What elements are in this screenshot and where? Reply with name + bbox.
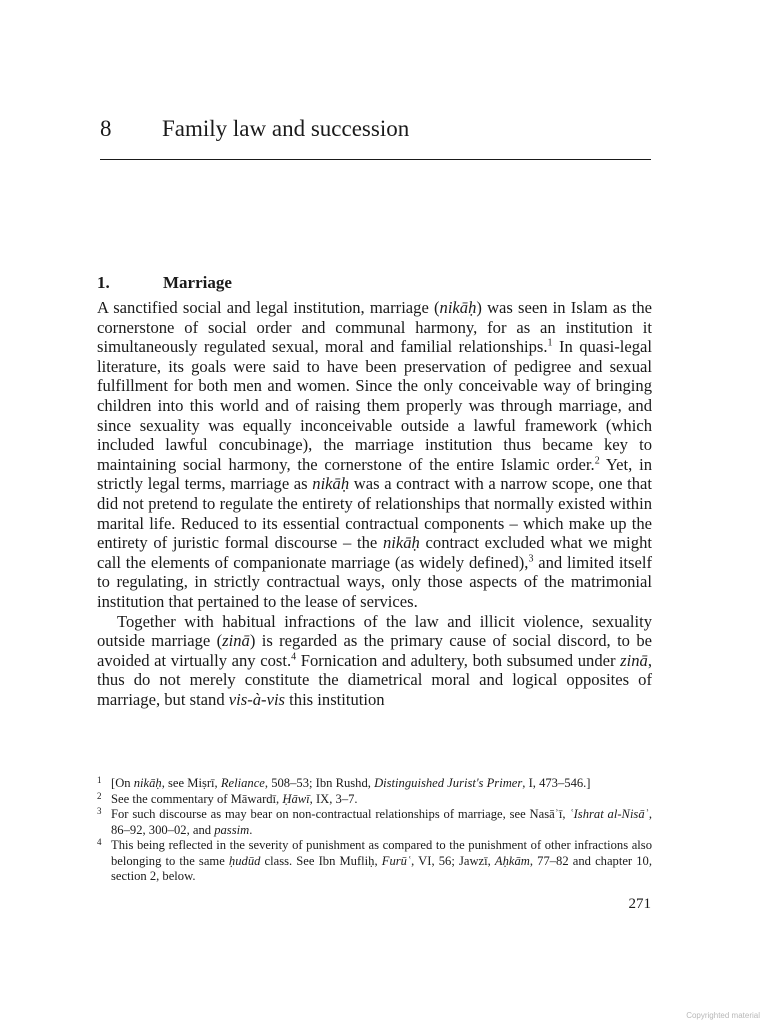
footnote-ref-4[interactable]: 4 bbox=[291, 651, 297, 663]
text-run: contract excluded what we might call the elements of companionate marriage (as widely defined), bbox=[97, 533, 652, 572]
text-run: See the commentary of Māwardī, bbox=[111, 791, 283, 806]
text-run: , 77–82 and chapter 10, section 2, below. bbox=[111, 853, 652, 883]
footnote-mark: 4 bbox=[97, 837, 102, 847]
section-heading bbox=[97, 272, 652, 294]
page-number: 271 bbox=[628, 896, 651, 912]
text-run: , 508–53; Ibn Rushd, bbox=[264, 776, 375, 790]
footnotes bbox=[97, 776, 652, 885]
italic-term: passim bbox=[214, 822, 250, 837]
italic-term: ḥudūd bbox=[228, 853, 261, 868]
text-run: In quasi-legal literature, its goals were said to have been preservation of pedigree and sexual fulfillment for both men and women. Since the only conceivable way of bringing children into this world and of raising them properly was through marriage, and since sexuality was equally inconceivable outside a lawful framework (which included lawful concubinage), the marriage institution thus became key to maintaining social harmony, the cornerstone of the entire Islamic order. bbox=[97, 337, 653, 474]
text-run: , thus do not merely constitute the diametrical moral and logical opposites of marriage, but stand bbox=[97, 650, 652, 709]
italic-term: nikāḥ bbox=[133, 776, 162, 790]
footnote-2 bbox=[97, 792, 652, 808]
text-run: , VI, 56; Jawzī, bbox=[411, 853, 495, 868]
section-number: 1. bbox=[97, 273, 110, 292]
italic-term: Ḥāwī bbox=[282, 791, 310, 806]
footnote-3 bbox=[97, 807, 652, 838]
footnote-ref-2[interactable]: 2 bbox=[594, 455, 600, 467]
chapter-number: 8 bbox=[100, 116, 112, 141]
chapter-title: Family law and succession bbox=[162, 116, 410, 141]
text-run: ) was seen in Islam as the cornerstone of social order and communal harmony, for as an institution it simultaneously regulated sexual, moral and familial relationships. bbox=[97, 298, 653, 357]
paragraph-1 bbox=[97, 298, 652, 612]
text-run: Fornication and adultery, both subsumed under bbox=[296, 650, 621, 670]
text-run: A sanctified social and legal institution, marriage ( bbox=[97, 298, 440, 317]
chapter-divider bbox=[100, 159, 651, 160]
text-run: , I, 473–546.] bbox=[522, 776, 591, 790]
italic-term: Furūʿ bbox=[381, 853, 412, 868]
paragraph-2 bbox=[97, 612, 652, 710]
italic-term: Reliance bbox=[220, 776, 265, 790]
footnote-mark: 3 bbox=[97, 806, 102, 816]
text-run: Together with habitual infractions of the law and illicit violence, sexuality outside marriage ( bbox=[97, 611, 652, 651]
footnote-mark: 2 bbox=[97, 790, 102, 801]
italic-term: nikāḥ bbox=[382, 533, 420, 553]
footnote-4 bbox=[97, 838, 652, 885]
text-run: [On bbox=[111, 776, 134, 790]
text-run: Yet, in strictly legal terms, marriage as bbox=[97, 454, 652, 494]
footnote-mark: 1 bbox=[97, 775, 102, 785]
text-run: class. See Ibn Mufliḥ, bbox=[260, 853, 382, 868]
body-text bbox=[97, 298, 652, 709]
text-run: ) is regarded as the primary cause of social discord, to be avoided at virtually any cost. bbox=[97, 631, 653, 670]
italic-term: ʿIshrat al-Nisāʾ bbox=[569, 807, 649, 821]
footnote-1 bbox=[97, 776, 652, 792]
copyright-watermark: Copyrighted material bbox=[686, 1011, 760, 1020]
italic-term: Distinguished Jurist's Primer bbox=[374, 776, 523, 790]
text-run: This being reflected in the severity of punishment as compared to the punishment of other infractions also belonging to the same bbox=[111, 838, 652, 868]
footnote-ref-1[interactable]: 1 bbox=[547, 337, 553, 349]
text-run: . bbox=[249, 822, 253, 837]
text-run: was a contract with a narrow scope, one that did not pretend to regulate the entirety of relationships that normally existed within marital life. Reduced to its essential contractual components – which make up the entirety of juristic formal discourse – the bbox=[97, 474, 653, 553]
italic-term: nikāḥ bbox=[439, 298, 477, 317]
italic-term: zinā bbox=[222, 631, 250, 651]
italic-term: zinā bbox=[620, 650, 648, 670]
text-run: , see Miṣrī, bbox=[161, 776, 221, 790]
chapter-heading bbox=[100, 112, 651, 146]
section-title: Marriage bbox=[163, 273, 232, 292]
italic-term: nikāḥ bbox=[312, 474, 350, 494]
text-run: , IX, 3–7. bbox=[309, 791, 358, 806]
text-run: this institution bbox=[285, 689, 385, 709]
italic-term: vis-à-vis bbox=[228, 689, 286, 709]
italic-term: Aḥkām bbox=[494, 853, 530, 868]
text-run: , 86–92, 300–02, and bbox=[111, 807, 652, 837]
text-run: and limited itself to regulating, in strictly contractual ways, only those aspects of the matrimonial institution that pertained to the lease of services. bbox=[97, 552, 652, 611]
footnote-ref-3[interactable]: 3 bbox=[528, 553, 534, 565]
text-run: For such discourse as may bear on non-contractual relationships of marriage, see Nasāʾī, bbox=[111, 807, 570, 821]
